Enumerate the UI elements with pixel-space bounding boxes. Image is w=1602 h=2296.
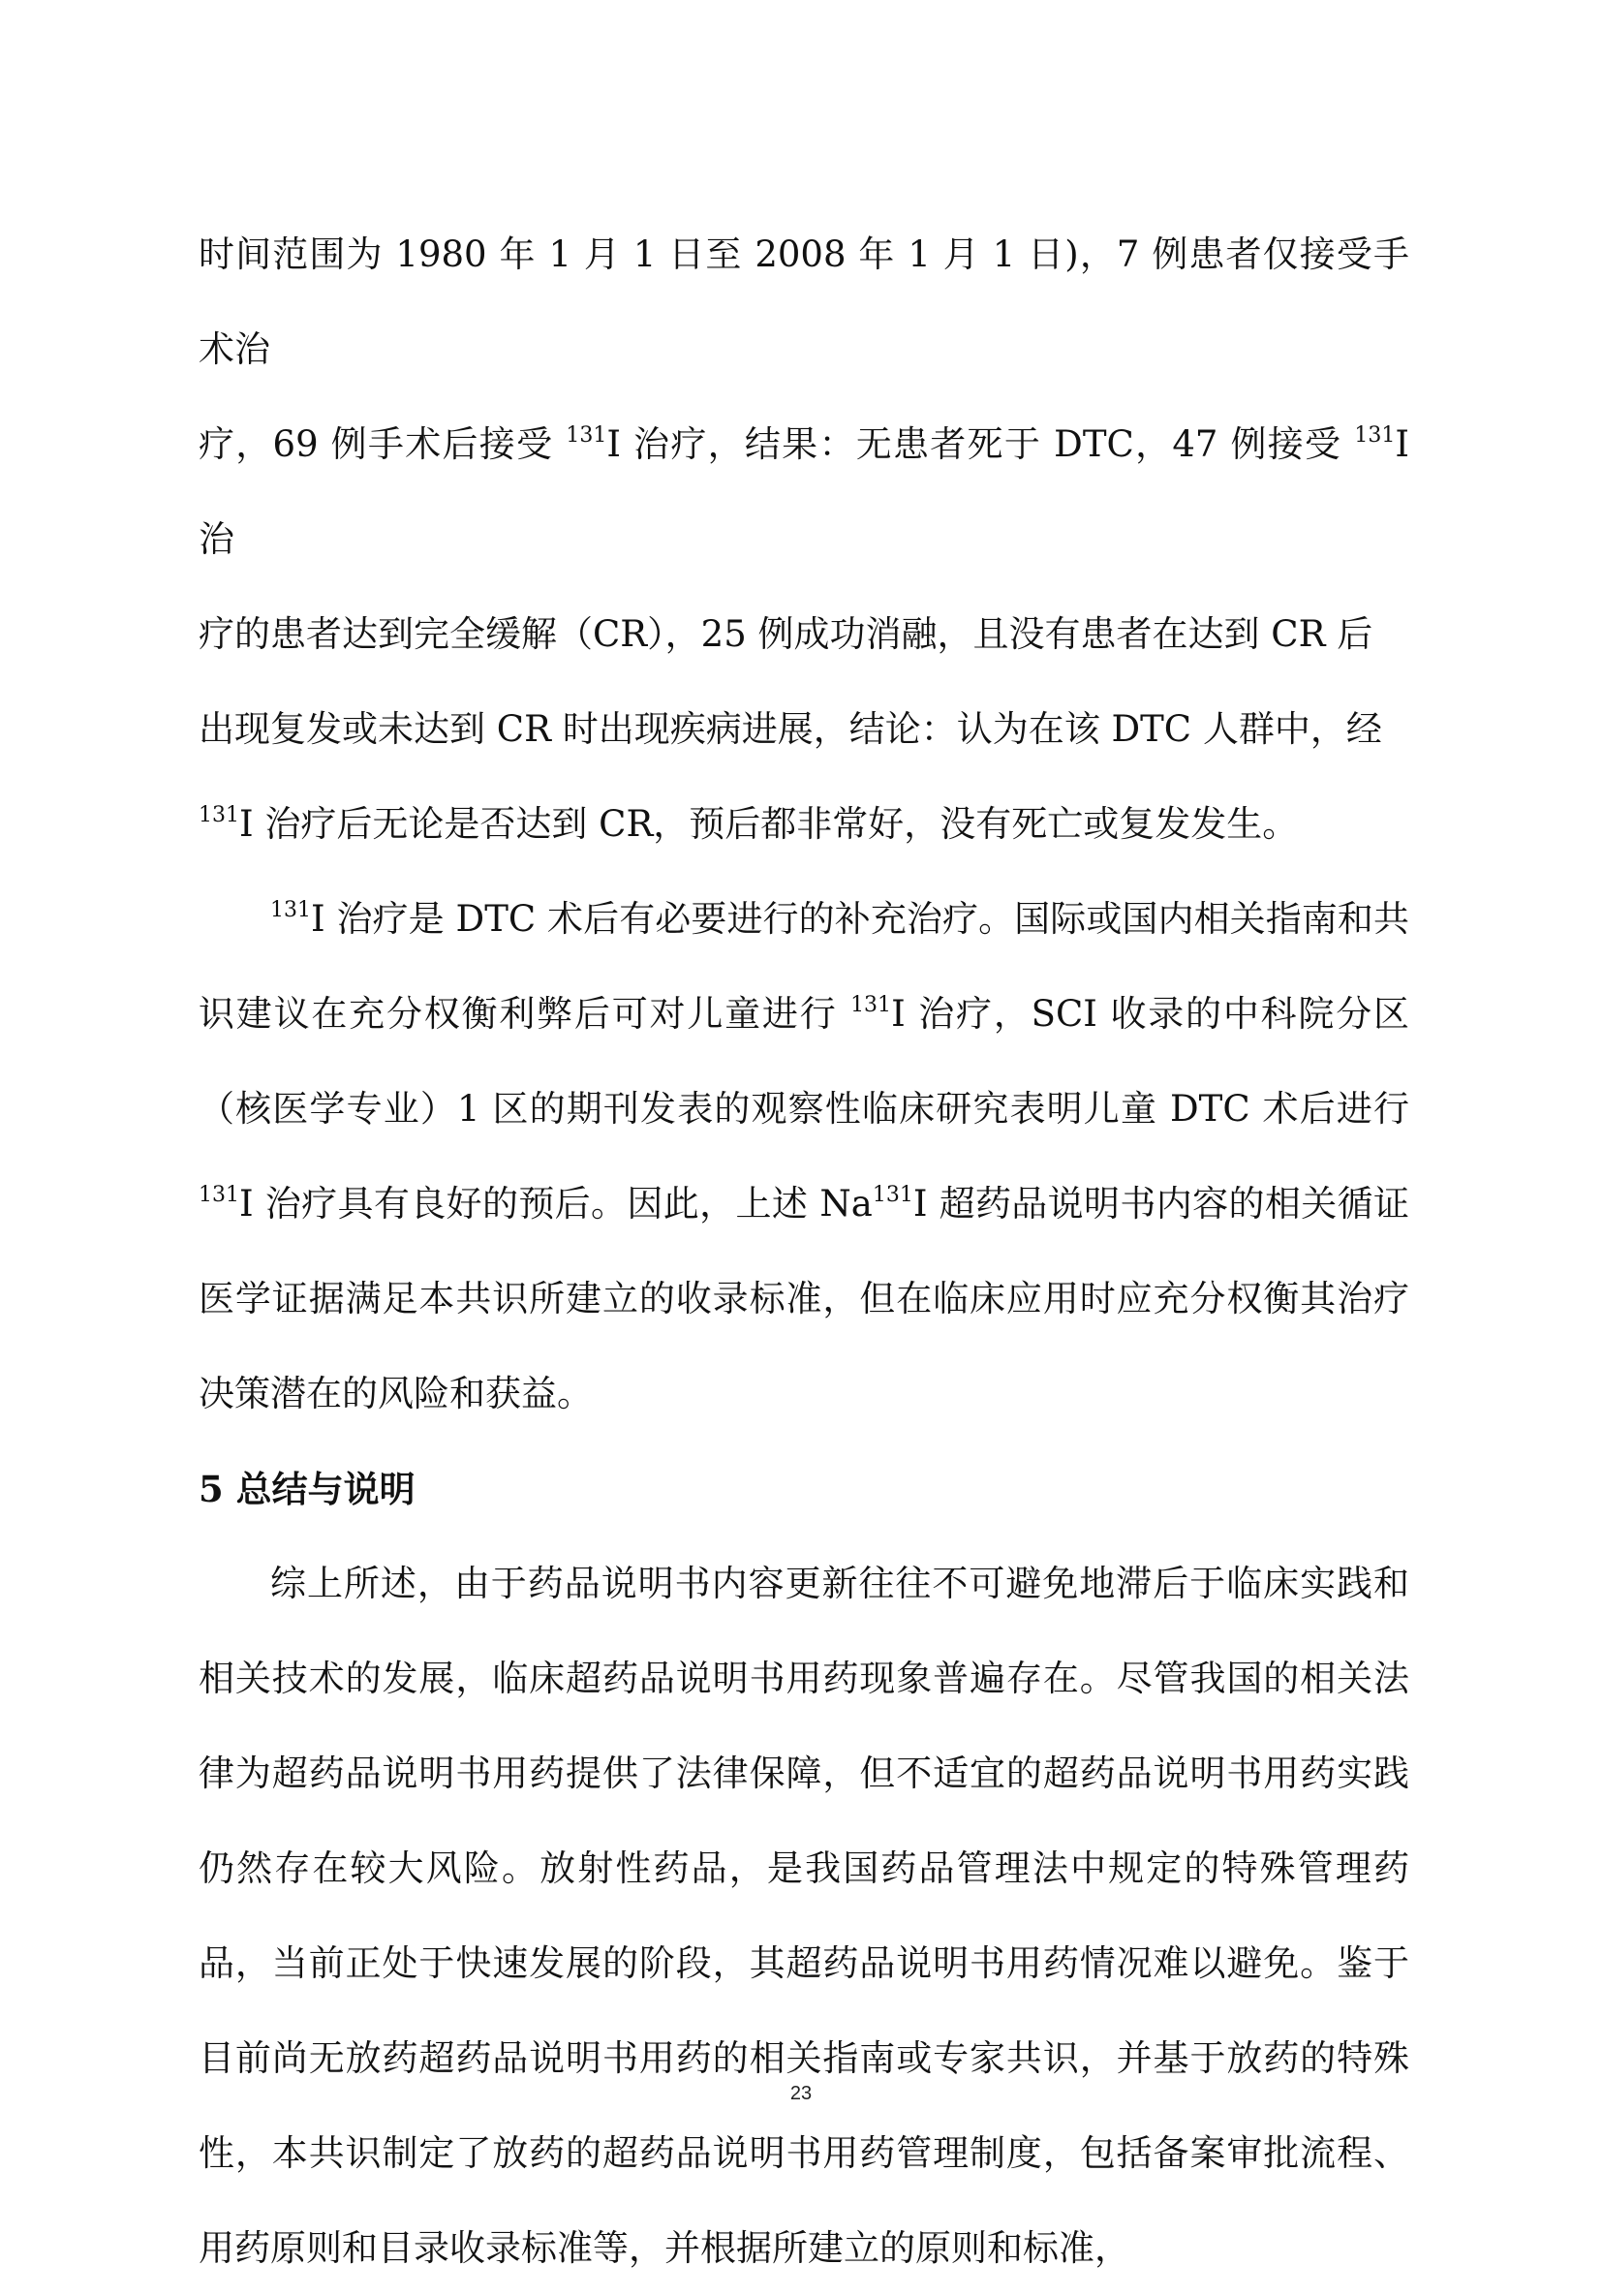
- paragraph-text: I 超药品说明书内容的相关循证医学证据满足本共识所建立的收录标准，但在临床应用时应充分权衡其治疗决策潜在的风险和获益。: [199, 1183, 1409, 1414]
- paragraph-text: I 治疗，SCI 收录的中科院分区（核医学专业）1 区的期刊发表的观察性临床研究表明儿童 DTC 术后进行: [199, 993, 1409, 1130]
- isotope-superscript: 131: [872, 1182, 913, 1207]
- paragraph-iodine-therapy: [199, 872, 1409, 1442]
- page-number: 23: [789, 2083, 813, 2104]
- isotope-superscript: 131: [566, 422, 607, 448]
- paragraph-summary: 综上所述，由于药品说明书内容更新往往不可避免地滞后于临床实践和相关技术的发展，临床超药品说明书用药现象普遍存在。尽管我国的相关法律为超药品说明书用药提供了法律保障，但不适宜的超药品说明书用药实践仍然存在较大风险。放射性药品，是我国药品管理法中规定的特殊管理药品，当前正处于快速发展的阶段，其超药品说明书用药情况难以避免。鉴于目前尚无放药超药品说明书用药的相关指南或专家共识，并基于放药的特殊性，本共识制定了放药的超药品说明书用药管理制度，包括备案审批流程、用药原则和目录收录标准等，并根据所建立的原则和标准，: [199, 1563, 1409, 2269]
- isotope-superscript: 131: [199, 802, 239, 827]
- text-line: I 治疗后无论是否达到 CR，预后都非常好，没有死亡或复发发生。: [239, 803, 1299, 845]
- section-heading: 5 总结与说明: [199, 1468, 416, 1510]
- isotope-superscript: 131: [199, 1182, 239, 1207]
- text-line: 疗，69 例手术后接受: [199, 423, 567, 465]
- paragraph-text: I 治疗是 DTC 术后有必要进行的补充治疗。国际或国内相关指南和共识建议在充分权衡利弊后可对儿童进行: [199, 898, 1409, 1035]
- paragraph-text: I 治疗具有良好的预后。因此，上述 Na: [239, 1183, 873, 1225]
- text-line: 时间范围为 1980 年 1 月 1 日至 2008 年 1 月 1 日)，7 例患者仅接受手术治: [199, 233, 1409, 370]
- isotope-superscript: 131: [270, 897, 311, 922]
- body-text: [199, 207, 1409, 2296]
- text-line: 出现复发或未达到 CR 时出现疾病进展，结论：认为在该 DTC 人群中，经: [199, 708, 1382, 750]
- isotope-superscript: 131: [850, 992, 892, 1017]
- text-line: 疗的患者达到完全缓解（CR），25 例成功消融，且没有患者在达到 CR 后: [199, 613, 1373, 655]
- isotope-superscript: 131: [1354, 422, 1396, 448]
- text-line: I 治疗，结果：无患者死于 DTC，47 例接受: [606, 423, 1355, 465]
- paragraph-continued-study-results: [199, 207, 1409, 872]
- text-line: I 治: [199, 423, 1409, 560]
